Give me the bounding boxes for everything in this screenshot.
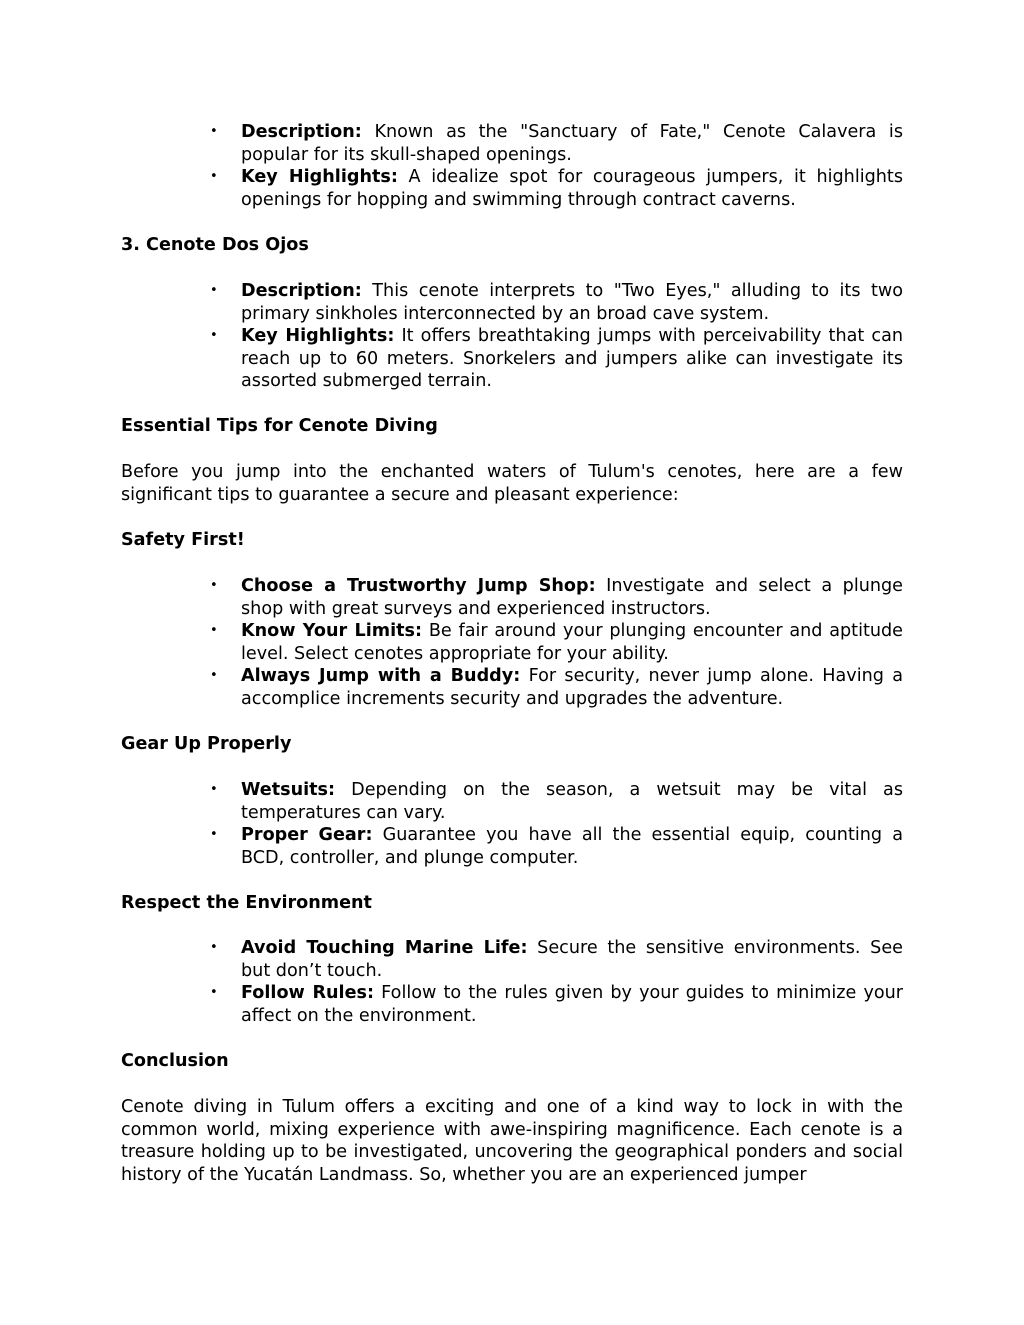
list-item <box>121 982 903 1027</box>
list-item-text: A idealize spot for courageous jumpers, it highlights openings for hopping and swimming through contract caverns. <box>241 167 903 210</box>
section-heading: Safety First! <box>121 530 245 550</box>
list-item-term: Wetsuits: <box>241 780 336 800</box>
list-item-text: It offers breathtaking jumps with perceivability that can reach up to 60 meters. Snorkelers and jumpers alike can investigate its assorted submerged terrain. <box>241 326 903 392</box>
list-item-term: Know Your Limits: <box>241 621 423 642</box>
bullet-icon: • <box>210 169 218 185</box>
conclusion-paragraph-block <box>121 1096 903 1186</box>
list-item-term: Description: <box>241 122 362 142</box>
environment-list-block <box>121 937 903 1027</box>
list-item <box>121 280 903 325</box>
list-item-term: Choose a Trustworthy Jump Shop: <box>241 576 596 596</box>
dos-ojos-list <box>121 280 903 393</box>
bullet-icon: • <box>210 827 218 843</box>
section-heading: Respect the Environment <box>121 893 372 913</box>
list-item-term: Key Highlights: <box>241 167 398 188</box>
list-item-text: Follow to the rules given by your guides to minimize your affect on the environment. <box>241 983 904 1026</box>
bullet-icon: • <box>210 124 218 139</box>
bullet-icon: • <box>210 940 218 955</box>
bullet-icon: • <box>210 328 218 344</box>
list-item-text: Depending on the season, a wetsuit may be vital as temperatures can vary. <box>241 780 903 823</box>
list-item <box>121 121 903 166</box>
section-heading: Gear Up Properly <box>121 734 292 754</box>
list-item-text: Investigate and select a plunge shop with great surveys and experienced instructors. <box>241 576 904 619</box>
list-item-text: Known as the "Sanctuary of Fate," Cenote Calavera is popular for its skull-shaped openings. <box>241 122 903 165</box>
bullet-icon: • <box>210 623 218 639</box>
list-item <box>121 620 903 665</box>
cenote-calavera-list-block <box>121 121 903 211</box>
list-item <box>121 665 903 710</box>
list-item <box>121 325 903 393</box>
bullet-icon: • <box>210 985 218 1001</box>
section-heading: 3. Cenote Dos Ojos <box>121 235 309 255</box>
environment-list <box>121 937 903 1027</box>
list-item <box>121 779 903 824</box>
dos-ojos-heading-block <box>121 234 903 257</box>
section-heading: Conclusion <box>121 1051 229 1071</box>
list-item-text: Be fair around your plunging encounter and aptitude level. Select cenotes appropriate for your ability. <box>241 621 903 664</box>
list-item <box>121 575 903 620</box>
list-item <box>121 824 903 869</box>
gear-list <box>121 779 903 869</box>
safety-list <box>121 575 903 711</box>
tips-heading-block <box>121 415 903 438</box>
list-item-term: Follow Rules: <box>241 983 375 1004</box>
list-item-term: Always Jump with a Buddy: <box>241 666 521 687</box>
tips-intro-block <box>121 461 903 506</box>
section-heading: Essential Tips for Cenote Diving <box>121 416 438 436</box>
gear-heading-block <box>121 733 903 756</box>
safety-heading-block <box>121 529 903 552</box>
list-item-term: Avoid Touching Marine Life: <box>241 938 528 958</box>
cenote-calavera-list <box>121 121 903 211</box>
conclusion-paragraph: Cenote diving in Tulum offers a exciting and one of a kind way to lock in with the common world, mixing experience with awe-inspiring magnificence. Each cenote is a treasure holding up to be investigated, uncovering the geographical ponders and social history of the Yucatán Landmass. So, whether you are an experienced jumper <box>121 1097 903 1185</box>
list-item-term: Description: <box>241 281 362 301</box>
list-item <box>121 937 903 982</box>
bullet-icon: • <box>210 668 218 684</box>
list-item-text: Secure the sensitive environments. See but don’t touch. <box>241 938 903 981</box>
conclusion-heading-block <box>121 1050 903 1073</box>
list-item-text: For security, never jump alone. Having a accomplice increments security and upgrades the adventure. <box>241 666 904 709</box>
list-item-term: Key Highlights: <box>241 326 395 347</box>
list-item <box>121 166 903 211</box>
list-item-term: Proper Gear: <box>241 825 373 846</box>
bullet-icon: • <box>210 782 218 797</box>
gear-list-block <box>121 779 903 869</box>
dos-ojos-list-block <box>121 280 903 393</box>
intro-paragraph: Before you jump into the enchanted waters of Tulum's cenotes, here are a few significant tips to guarantee a secure and pleasant experience: <box>121 462 903 505</box>
safety-list-block <box>121 575 903 711</box>
bullet-icon: • <box>210 283 218 298</box>
list-item-text: This cenote interprets to "Two Eyes," alluding to its two primary sinkholes interconnected by an broad cave system. <box>241 281 903 324</box>
list-item-text: Guarantee you have all the essential equip, counting a BCD, controller, and plunge computer. <box>241 825 903 868</box>
bullet-icon: • <box>210 578 218 593</box>
environment-heading-block <box>121 892 903 915</box>
